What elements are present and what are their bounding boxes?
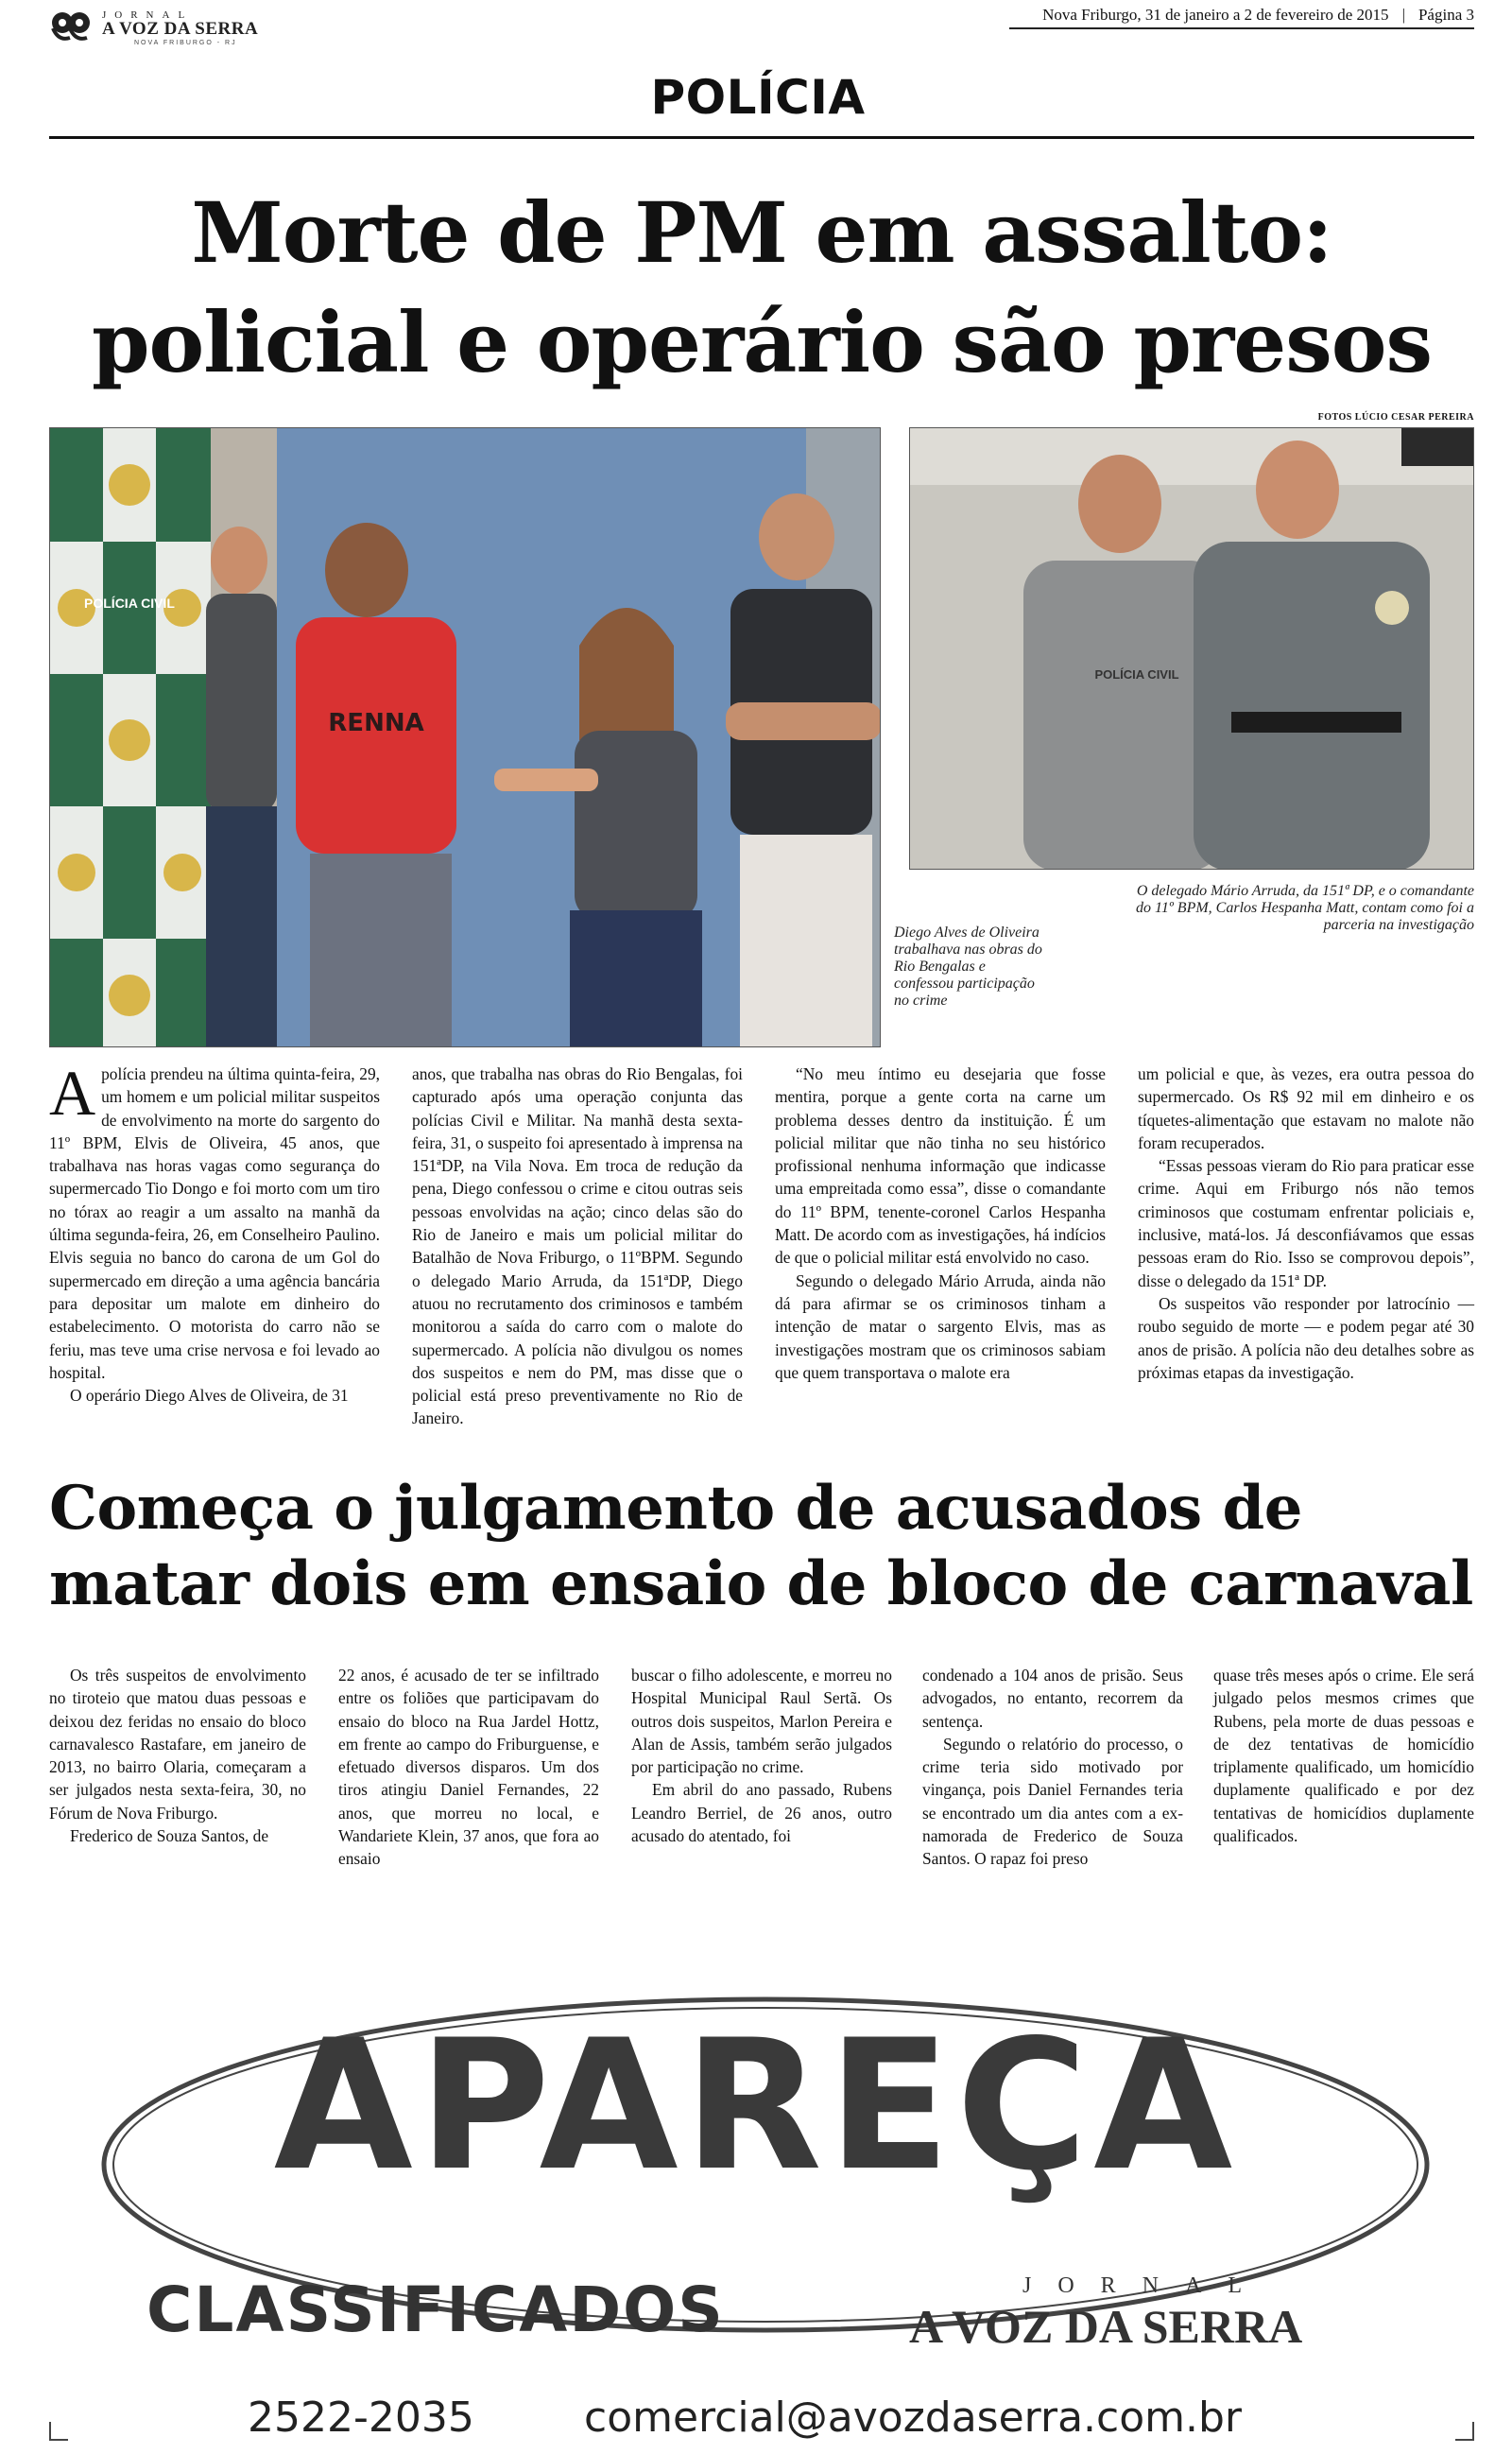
dateline	[1042, 6, 1474, 25]
crop-mark-left	[49, 2422, 68, 2441]
ad-email[interactable]: comercial@avozdaserra.com.br	[584, 2394, 1243, 2442]
story1-headline-line2: policial e operário são presos	[91, 293, 1433, 391]
story1-col3-para2: Segundo o delegado Mário Arruda, ainda não dá para afirmar se os criminosos tinham a intenção de matar o sargento Elvis, mas as investigações mostram que os criminosos sabiam que quem transportava o malote era	[775, 1270, 1106, 1382]
story1-col3-para1: “No meu íntimo eu desejaria que fosse mentira, porque a gente corta na carne um problema desses dentro da instituição. É um policial militar que não tinha no seu histórico profissional nenhuma informação que indicasse uma empreitada como essa”, disse o comandante do 11º BPM, tenente-coronel Carlos Hespanha Matt. De acordo com as investigações, há indícios de que o policial militar está envolvido no caso.	[775, 1064, 1106, 1268]
page-number: Página 3	[1418, 6, 1474, 24]
story2-col5-para1: quase três meses após o crime. Ele será julgado pelos mesmos crimes que Rubens, pela morte de duas pessoas e de dez tentativas de homicídio triplamente qualificado, um homicídio duplamente qualificado e por dez tentativas de homicídios duplamente qualificados.	[1213, 1666, 1474, 1846]
issue-date: Nova Friburgo, 31 de janeiro a 2 de fevereiro de 2015	[1042, 6, 1389, 24]
ad-phone[interactable]: 2522-2035	[248, 2394, 474, 2442]
newspaper-logo-icon	[49, 9, 91, 47]
story2-column-2	[338, 1664, 599, 1871]
story2-col4-para1: condenado a 104 anos de prisão. Seus advogados, no entanto, recorrem da sentença.	[922, 1666, 1183, 1731]
story1-col4-para3: Os suspeitos vão responder por latrocínio — roubo seguido de morte — e podem pegar até 30 anos de prisão. A polícia não deu detalhes sobre as próximas etapas da investigação.	[1138, 1293, 1474, 1382]
story2-col1-para1: Os três suspeitos de envolvimento no tiroteio que matou duas pessoas e deixou dez feridas no ensaio do bloco carnavalesco Rastafare, em janeiro de 2013, no bairro Olaria, começaram a ser julgados nesta sexta-feira, 30, no Fórum de Nova Friburgo.	[49, 1666, 306, 1823]
story2-column-4	[922, 1664, 1183, 1871]
story1-column-1	[49, 1057, 380, 1407]
section-title: POLÍCIA	[650, 70, 866, 125]
masthead-jornal-label: JORNAL	[102, 9, 194, 21]
story1-col2-para1: anos, que trabalha nas obras do Rio Bengalas, foi capturado após uma operação conjunta das polícias Civil e Militar. Na manhã desta sexta-feira, 31, o suspeito foi apresentado à imprensa na 151ªDP, na Vila Nova. Em troca de redução da pena, Diego confessou o crime e citou outras seis pessoas envolvidas na ação; cinco delas são do Rio de Janeiro e mais um policial militar do Batalhão de Nova Friburgo, o 11ºBPM. Segundo o delegado Mario Arruda, da 151ªDP, Diego atuou no recrutamento dos criminosos e também monitorou a saída do carro com o malote do supermercado. A polícia não divulgou os nomes dos suspeitos e nem do PM, mas disse que o policial está preso preventivamente no Rio de Janeiro.	[412, 1064, 743, 1428]
photo-credit: FOTOS LÚCIO CESAR PEREIRA	[1317, 412, 1474, 423]
story2-col1-para2: Frederico de Souza Santos, de	[70, 1826, 269, 1846]
photo-delegate-commander	[909, 427, 1474, 870]
story2-headline-line2: matar dois em ensaio de bloco de carnaval	[49, 1548, 1473, 1619]
delegate-shirt-print: POLÍCIA CIVIL	[1094, 667, 1179, 682]
story1-col4-para1: um policial e que, às vezes, era outra pessoa do supermercado. Os R$ 92 mil em dinheiro e os tíquetes-alimentação que estavam no malote não foram recuperados.	[1138, 1064, 1474, 1152]
backdrop-text: POLÍCIA CIVIL	[84, 596, 175, 611]
story2-col4-para2: Segundo o relatório do processo, o crime teria sido motivado por vingança, pois Daniel Fernandes teria se encontrado um dia antes com a ex-namorada de Frederico de Souza Santos. O rapaz foi preso	[922, 1734, 1183, 1869]
story1-headline	[49, 178, 1474, 397]
masthead-rule	[1009, 27, 1474, 29]
ad-headline: APAREÇA	[273, 2001, 1239, 2210]
story1-column-3	[775, 1063, 1106, 1384]
story2-headline-line1: Começa o julgamento de acusados de	[49, 1473, 1302, 1544]
masthead-newspaper-name: A VOZ DA SERRA	[102, 19, 259, 39]
story2-col2-para1: 22 anos, é acusado de ter se infiltrado entre os foliões que participavam do ensaio do bloco na Rua Jardel Hottz, em frente ao campo do Friburguense, e efetuado diversos disparos. Um dos tiros atingiu Daniel Fernandes, 22 anos, que morreu no local, e Wandariete Klein, 37 anos, que fora ao ensaio	[338, 1666, 599, 1869]
photo-suspect-illustration	[50, 428, 881, 1047]
story1-col1-para1-text: polícia prendeu na última quinta-feira, 29, um homem e um policial militar suspeitos de envolvimento na morte do sargento do 11º BPM, Elvis de Oliveira, 45 anos, que trabalhava nas horas vagas como segurança do supermercado Tio Dongo e foi morto com um tiro no tórax ao reagir a um assalto na manhã da última segunda-feira, 26, em Conselheiro Paulino. Elvis seguia no banco do carona de um Gol do supermercado em direção a uma agência bancária para depositar um malote em dinheiro do estabelecimento. O motorista do carro não se feriu, mas teve uma crise nervosa e foi levado ao hospital.	[49, 1064, 380, 1382]
story2-column-3	[631, 1664, 892, 1847]
photo-suspect-caption: Diego Alves de Oliveira trabalhava nas obras do Rio Bengalas e confessou participação no crime	[894, 925, 1042, 1009]
suspect-shirt-print: RENNA	[328, 709, 424, 737]
ad-classificados: CLASSIFICADOS	[146, 2273, 725, 2346]
ad-logo-name: A VOZ DA SERRA	[909, 2300, 1303, 2353]
story1-col1-para1	[49, 1057, 380, 1384]
story2-column-5	[1213, 1664, 1474, 1847]
photo-officials-caption: O delegado Mário Arruda, da 151ª DP, e o comandante do 11º BPM, Carlos Hespanha Matt, contam como foi a parceria na investigação	[1136, 883, 1474, 933]
story1-col1-para2: O operário Diego Alves de Oliveira, de 31	[70, 1386, 349, 1406]
dropcap: A	[49, 1057, 96, 1129]
story2-column-1	[49, 1664, 306, 1847]
story1-column-4	[1138, 1063, 1474, 1384]
masthead-location: NOVA FRIBURGO - RJ	[134, 40, 237, 46]
photo-officials-illustration	[910, 428, 1474, 870]
story1-headline-line1: Morte de PM em assalto:	[191, 183, 1332, 282]
story2-col3-para2: Em abril do ano passado, Rubens Leandro Berriel, de 26 anos, outro acusado do atentado, foi	[631, 1780, 892, 1846]
story2-headline	[49, 1471, 1474, 1622]
photo-suspect-presentation	[49, 427, 881, 1047]
ad-logo-jornal: JORNAL	[1022, 2273, 1269, 2298]
story2-col3-para1: buscar o filho adolescente, e morreu no Hospital Municipal Raul Sertã. Os outros dois suspeitos, Marlon Pereira e Alan de Assis, também serão julgados por participação no crime.	[631, 1666, 892, 1777]
story1-column-2	[412, 1063, 743, 1430]
story1-col4-para2: “Essas pessoas vieram do Rio para praticar esse crime. Aqui em Friburgo nós não temos criminosos que costumam enfrentar policiais e, inclusive, matá-los. Já desconfiávamos que essas pessoas eram do Rio. Isso se comprovou depois”, disse o delegado da 151ª DP.	[1138, 1156, 1474, 1290]
crop-mark-right	[1455, 2422, 1474, 2441]
dateline-separator: |	[1401, 6, 1405, 24]
section-rule	[49, 136, 1474, 139]
